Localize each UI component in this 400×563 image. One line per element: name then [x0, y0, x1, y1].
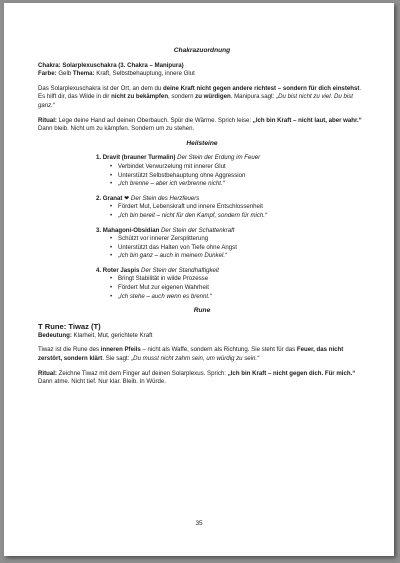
stone-entry: 2. Granat ❤ Der Stein des Herzfeuers • Fördert Mut, Lebenskraft und innere Entschlossenheit • „Ich bin bereit – nicht für den Kampf, sondern für mich.“ [96, 195, 366, 221]
rune-title: T Rune: Tiwaz (T) [38, 321, 101, 331]
chakra-paragraph: Das Solarplexuschakra ist der Ort, an dem du deine Kraft nicht gegen andere richtest – sondern für dich einstehst. Es hilft dir, das Wilde in dir nicht zu bekämpfen, sondern zu würdigen. Manipura sagt: „Du bist nicht zu viel. Du bist ganz.“ [38, 84, 362, 109]
section-heading-rune: Rune [193, 307, 211, 315]
rune-paragraph: Tiwaz ist die Rune des inneren Pfeils – nicht als Waffe, sondern als Richtung. Sie steht für das Feuer, das nicht zerstört, sondern klärt. Sie sagt: „Du musst nicht zahm sein, um würdig zu sein.“ [38, 346, 344, 363]
list-item: • „Ich brenne – aber ich verbrenne nicht.“ [110, 180, 366, 189]
stone-entry: 3. Mahagoni-Obsidian Der Stein der Schattenkraft • Schützt vor innerer Zersplitterung • Unterstützt das Halten von Tiefe ohne Angst • „Ich bin ganz – auch in meinem Dunkel.“ [96, 227, 366, 261]
list-item: • „Ich bin ganz – auch in meinem Dunkel.“ [110, 252, 366, 261]
color-theme-line: Farbe: Gelb Thema: Kraft, Selbstbehauptung, innere Glut [38, 70, 195, 78]
stone-entry: 1. Dravit (brauner Turmalin) Der Stein der Erdung im Feuer • Verbindet Verwurzelung mit innerer Glut • Unterstützt Selbstbehauptung ohne Aggression • „Ich brenne – aber ich verbrenne nicht.“ [96, 154, 366, 188]
section-heading-stones: Heilsteine [186, 139, 218, 147]
list-item: • Fördert Mut zur eigenen Wahrheit [110, 284, 366, 293]
rune-meaning: Bedeutung: Klarheit, Mut, gerichtete Kraft [38, 331, 153, 339]
page-number: 35 [195, 520, 203, 527]
heart-icon: ❤ [122, 194, 130, 202]
stone-entry: 4. Roter Jaspis Der Stein der Standhaftigkeit • Bringt Stabilität in wilde Prozesse • Fördert Mut zur eigenen Wahrheit • „Ich stehe – auch wenn es brennt.“ [96, 267, 366, 301]
list-item: • „Ich bin bereit – nicht für den Kampf, sondern für mich.“ [110, 212, 366, 221]
rune-ritual: Ritual: Zeichne Tiwaz mit dem Finger auf deinen Solarplexus. Sprich: „Ich bin Kraft – nicht gegen dich. Für mich.“ Dann atme. Nicht tief. Nur klar. Bleib. In Würde. [38, 369, 356, 386]
document-page [4, 3, 394, 556]
chakra-ritual: Ritual: Lege deine Hand auf deinen Oberbauch. Spür die Wärme. Sprich leise: „Ich bin Kraft – nicht laut, aber wahr.“ Dann bleib. Nicht um zu kämpfen. Sondern um zu stehen. [38, 116, 362, 133]
list-item: • Bringt Stabilität in wilde Prozesse [110, 275, 366, 284]
list-item: • Schützt vor innerer Zersplitterung [110, 235, 366, 244]
section-heading-chakra: Chakrazuordnung [173, 47, 231, 54]
page-content [38, 47, 366, 387]
chakra-line: Chakra: Solarplexuschakra (3. Chakra – Manipura) [38, 61, 184, 69]
list-item: • Verbindet Verwurzelung mit innerer Glut [110, 163, 366, 172]
list-item: • Unterstützt Selbstbehauptung ohne Aggression [110, 172, 366, 181]
list-item: • Fördert Mut, Lebenskraft und innere Entschlossenheit [110, 203, 366, 212]
list-item: • „Ich stehe – auch wenn es brennt.“ [110, 293, 366, 302]
list-item: • Unterstützt das Halten von Tiefe ohne Angst [110, 244, 366, 253]
